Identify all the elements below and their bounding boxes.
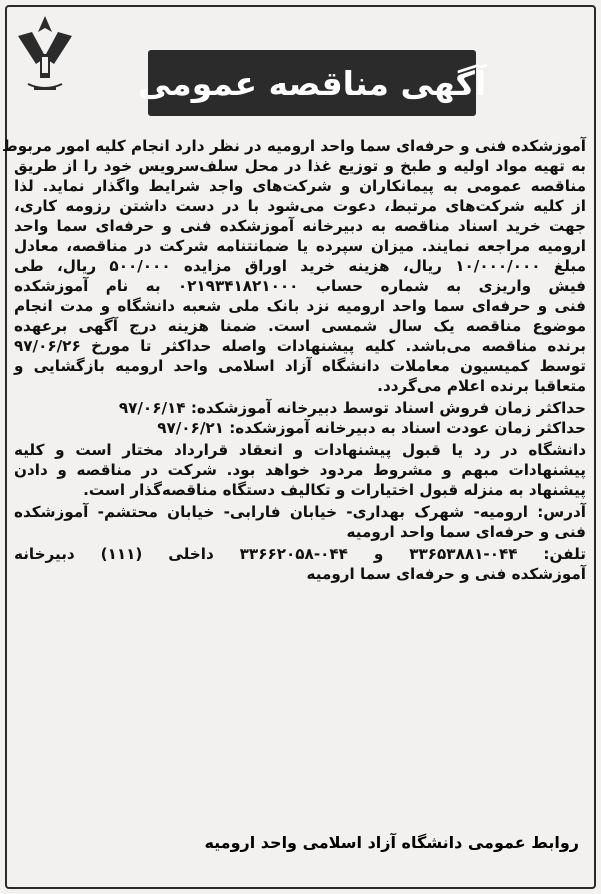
phone-line: آموزشکده فنی و حرفه‌ای سما ارومیه — [306, 565, 586, 583]
body-line: از کلیه شرکت‌های مرتبط، دعوت می‌شود با در دست داشتن رزومه کاری، — [14, 197, 586, 215]
body-line: توسط کمیسیون معاملات دانشگاه آزاد اسلامی واحد ارومیه بازگشایی و — [14, 357, 586, 375]
body-line: برنده مناقصه می‌باشد. کلیه پیشنهادات واصله حداکثر تا مورخ ۹۷/۰۶/۲۶ — [14, 337, 586, 355]
terms-line: پیشنهاد به منزله قبول اختیارات و تکالیف دستگاه مناقصه‌گذار است. — [83, 481, 586, 499]
address-line: فنی و حرفه‌ای سما واحد ارومیه — [346, 523, 586, 541]
address-paragraph — [14, 502, 586, 542]
return-deadline: حداکثر زمان عودت اسناد به دبیرخانه آموزشکده: ۹۷/۰۶/۲۱ — [157, 419, 586, 437]
deadlines — [14, 398, 586, 438]
address-line: آدرس: ارومیه- شهرک بهداری- خیابان فارابی- خیابان محتشم- آموزشکده — [14, 503, 586, 521]
title-banner — [137, 50, 487, 116]
university-logo-icon — [14, 10, 76, 98]
body-line: آموزشکده فنی و حرفه‌ای سما واحد ارومیه در نظر دارد انجام کلیه امور مربوط — [2, 137, 586, 155]
body-line: ارومیه مراجعه نمایند. میزان سپرده یا ضمانتنامه شرکت در مناقصه، معادل — [14, 237, 586, 255]
notice-body — [2, 136, 587, 584]
sale-deadline: حداکثر زمان فروش اسناد توسط دبیرخانه آموزشکده: ۹۷/۰۶/۱۴ — [118, 399, 586, 417]
terms-paragraph — [14, 440, 586, 500]
terms-line: پیشنهادات مبهم و مشروط مردود خواهد بود. شرکت در مناقصه و دادن — [14, 461, 586, 479]
body-line: موضوع مناقصه یک سال شمسی است. ضمنا هزینه درج آگهی برعهده — [14, 317, 586, 335]
main-paragraph — [2, 136, 587, 396]
body-line: مبلغ ۱۰/۰۰۰/۰۰۰ ریال، هزینه خرید اوراق مزایده ۵۰۰/۰۰۰ ریال، طی — [14, 257, 587, 275]
phone-paragraph — [14, 544, 586, 584]
phone-line: تلفن: ۰۴۴-۳۳۶۵۳۸۸۱ و ۰۴۴-۳۳۶۶۲۰۵۸ داخلی (۱۱۱) دبیرخانه — [14, 545, 586, 563]
terms-line: دانشگاه در رد یا قبول پیشنهادات و انعقاد قرارداد مختار است و کلیه — [14, 441, 586, 459]
body-line: متعاقبا برنده اعلام می‌گردد. — [377, 377, 586, 395]
body-line: جهت خرید اسناد مناقصه به دبیرخانه آموزشکده فنی و حرفه‌ای سما واحد — [14, 217, 586, 235]
body-line: فنی و حرفه‌ای سما واحد ارومیه نزد بانک ملی شعبه دانشگاه و مدت انجام — [14, 297, 586, 315]
body-line: به تهیه مواد اولیه و طبخ و توزیع غذا در محل سلف‌سرویس خود را از طریق — [14, 157, 586, 175]
page-title: آگهی مناقصه عمومی — [137, 63, 487, 103]
body-line: فیش واریزی به شماره حساب ۰۲۱۹۳۴۱۸۲۱۰۰۰ به نام آموزشکده — [14, 277, 586, 295]
body-line: مناقصه عمومی به پیمانکاران و شرکت‌های واجد شرایط واگذار نماید. لذا — [14, 177, 586, 195]
public-relations-signature: روابط عمومی دانشگاه آزاد اسلامی واحد ارومیه — [204, 833, 579, 852]
